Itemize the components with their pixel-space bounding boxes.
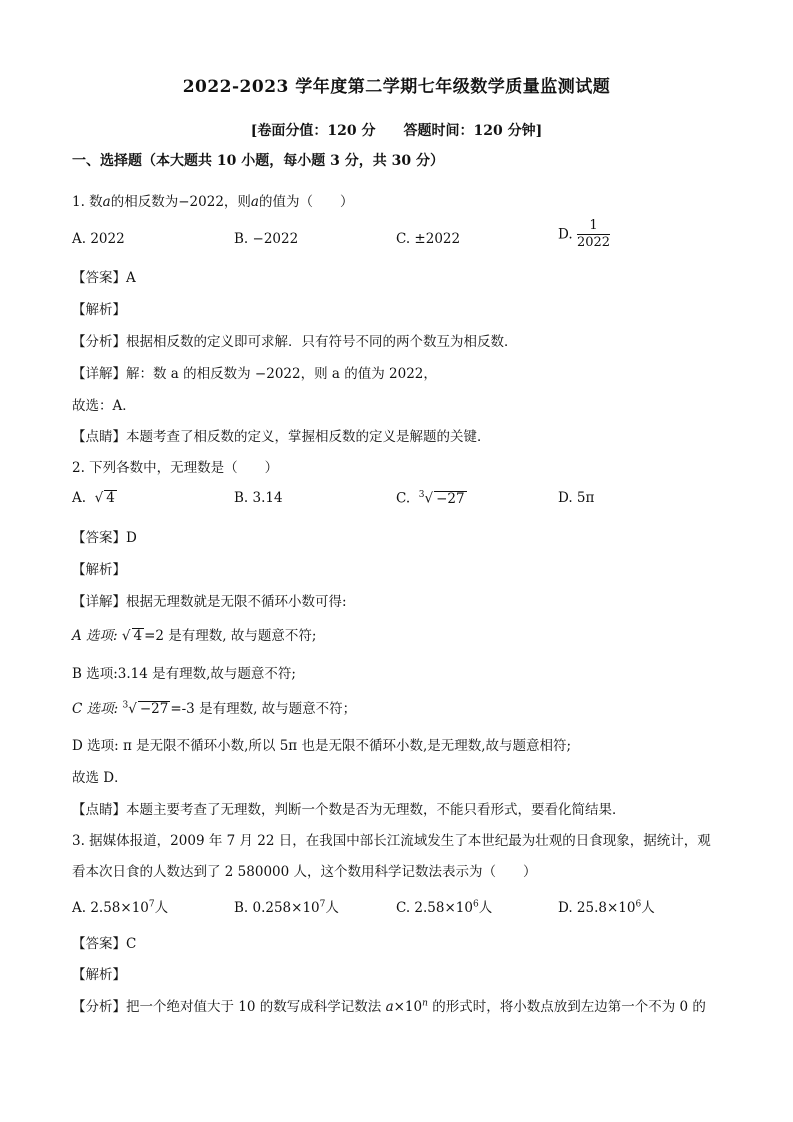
q1-fenxi: 【分析】根据相反数的定义即可求解．只有符号不同的两个数互为相反数． [72,334,518,350]
q1-option-b: B. −2022 [234,231,299,247]
q1-dianjing: 【点睛】本题考查了相反数的定义，掌握相反数的定义是解题的关键． [72,429,491,445]
q1-option-d: D. $\frac{1}{2022}$ [558,218,611,250]
q2-answer: 【答案】D [72,530,137,546]
q3-option-d: D. $25.8\times 10^6$人 [558,899,655,916]
q2-option-b: B. 3.14 [234,490,283,506]
q2-guxuan: 故选 D． [72,770,128,786]
q2-option-c: C. $^3$√ −27 [396,490,465,507]
q1-option-a: A. 2022 [72,231,125,247]
q3-option-a: A. $2.58\times 10^7$人 [72,899,169,916]
q3-option-c: C. $2.58\times 10^6$人 [396,899,493,916]
exam-meta: [卷面分值：120 分 答题时间：120 分钟] [250,123,543,139]
q3-stem-line1: 3. 据媒体报道，2009 年 7 月 22 日，在我国中部长江流域发生了本世纪最为壮观的日食现象，据统计，观 [72,833,711,849]
q2-stem: 2. 下列各数中，无理数是（ ） [72,460,279,476]
q3-answer: 【答案】C [72,936,137,952]
q2-option-a: A. √ 4 [72,490,115,506]
page-title: 2022-2023 学年度第二学期七年级数学质量监测试题 [182,77,611,97]
q2-xiangjie: 【详解】根据无理数就是无限不循环小数可得: [72,594,347,610]
section-heading: 一、选择题（本大题共 10 小题，每小题 3 分，共 30 分） [72,153,444,169]
q2-analysis: 【解析】 [72,562,126,578]
q2-c-option-explain: C 选项: $^3$√ −27 =-3 是有理数, 故与题意不符； [72,700,357,717]
q1-stem: 1. 数a的相反数为−2022，则a的值为（ ） [72,194,354,210]
q2-b-option-explain: B 选项:3.14 是有理数,故与题意不符; [72,666,296,682]
q2-d-option-explain: D 选项: π 是无限不循环小数,所以 5π 也是无限不循环小数,是无理数,故与题意相符; [72,738,572,754]
fraction: $\frac{1}{2022}$ [576,218,611,250]
q1-guxuan: 故选：A． [72,398,136,414]
q3-analysis: 【解析】 [72,967,126,983]
q2-dianjing: 【点睛】本题主要考查了无理数，判断一个数是否为无理数，不能只看形式，要看化简结果． [72,802,626,818]
q2-option-d: D. 5π [558,490,595,506]
q3-option-b: B. $0.258\times 10^7$人 [234,899,339,916]
q1-answer: 【答案】A [72,270,136,286]
q1-xiangjie: 【详解】解：数 a 的相反数为 −2022，则 a 的值为 2022， [72,366,437,382]
q3-stem-line2: 看本次日食的人数达到了 2 580000 人，这个数用科学记数法表示为（ ） [72,864,537,880]
q2-a-option-explain: A 选项: √ 4 =2 是有理数, 故与题意不符; [72,628,317,644]
q1-option-c: C. ±2022 [396,231,461,247]
q1-analysis: 【解析】 [72,302,126,318]
q3-fenxi: 【分析】把一个绝对值大于 10 的数写成科学记数法 $a\times 10^n$ 的形式时，将小数点放到左边第一个不为 0 的 [72,998,706,1015]
